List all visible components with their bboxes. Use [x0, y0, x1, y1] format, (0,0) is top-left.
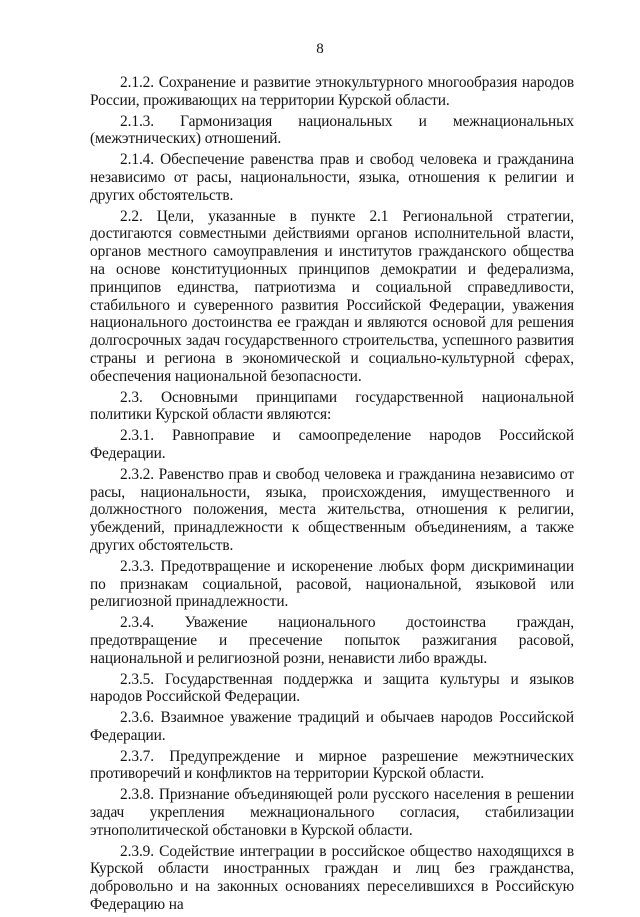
- paragraph-2-3-1: 2.3.1. Равноправие и самоопределение народов Российской Федерации.: [90, 427, 574, 462]
- page-number: 8: [316, 41, 324, 57]
- paragraph-2-3-8: 2.3.8. Признание объединяющей роли русского населения в решении задач укрепления межнационального согласия, стабилизации этнополитической обстановки в Курской области.: [90, 786, 574, 839]
- paragraph-2-3-5: 2.3.5. Государственная поддержка и защита культуры и языков народов Российской Федерации.: [90, 670, 574, 706]
- paragraph-2-1-4: 2.1.4. Обеспечение равенства прав и свобод человека и гражданина независимо от расы, национальности, языка, отношения к религии и других обстоятельств.: [90, 151, 574, 204]
- document-body: [90, 74, 574, 917]
- paragraph-2-3-6: 2.3.6. Взаимное уважение традиций и обычаев народов Российской Федерации.: [90, 709, 574, 744]
- paragraph-2-3-3: 2.3.3. Предотвращение и искоренение любых форм дискриминации по признакам социальной, расовой, национальной, языковой или религиозной принадлежности.: [90, 557, 574, 611]
- paragraph-2-3-7: 2.3.7. Предупреждение и мирное разрешение межэтнических противоречий и конфликтов на территории Курской области.: [90, 747, 574, 783]
- paragraph-2-3-2: 2.3.2. Равенство прав и свобод человека и гражданина независимо от расы, национальности, языка, происхождения, имущественного и должностного положения, места жительства, отношения к религии, убеждений, принадлежности к общественным объединениям, а также других обстоятельств.: [90, 465, 574, 554]
- paragraph-2-3-4: 2.3.4. Уважение национального достоинства граждан, предотвращение и пресечение попыток разжигания расовой, национальной и религиозной розни, ненависти либо вражды.: [90, 614, 574, 667]
- paragraph-2-1-3: 2.1.3. Гармонизация национальных и межнациональных (межэтнических) отношений.: [90, 112, 574, 148]
- paragraph-2-3: 2.3. Основными принципами государственной национальной политики Курской области являются:: [90, 388, 574, 424]
- paragraph-2-1-2: 2.1.2. Сохранение и развитие этнокультурного многообразия народов России, проживающих на территории Курской области.: [90, 74, 574, 109]
- paragraph-2-2: 2.2. Цели, указанные в пункте 2.1 Региональной стратегии, достигаются совместными действиями органов исполнительной власти, органов местного самоуправления и институтов гражданского общества на основе конституционных принципов демократии и федерализма, принципов единства, патриотизма и социальной справедливости, стабильного и суверенного развития Российской Федерации, уважения национального достоинства ее граждан и являются основой для решения долгосрочных задач государственного строительства, успешного развития страны и региона в экономической и социально-культурной сферах, обеспечения национальной безопасности.: [90, 207, 574, 385]
- paragraph-2-3-9: 2.3.9. Содействие интеграции в российское общество находящихся в Курской области иностранных граждан и лиц без гражданства, добровольно и на законных основаниях переселившихся в Российскую Федерацию на: [90, 842, 574, 914]
